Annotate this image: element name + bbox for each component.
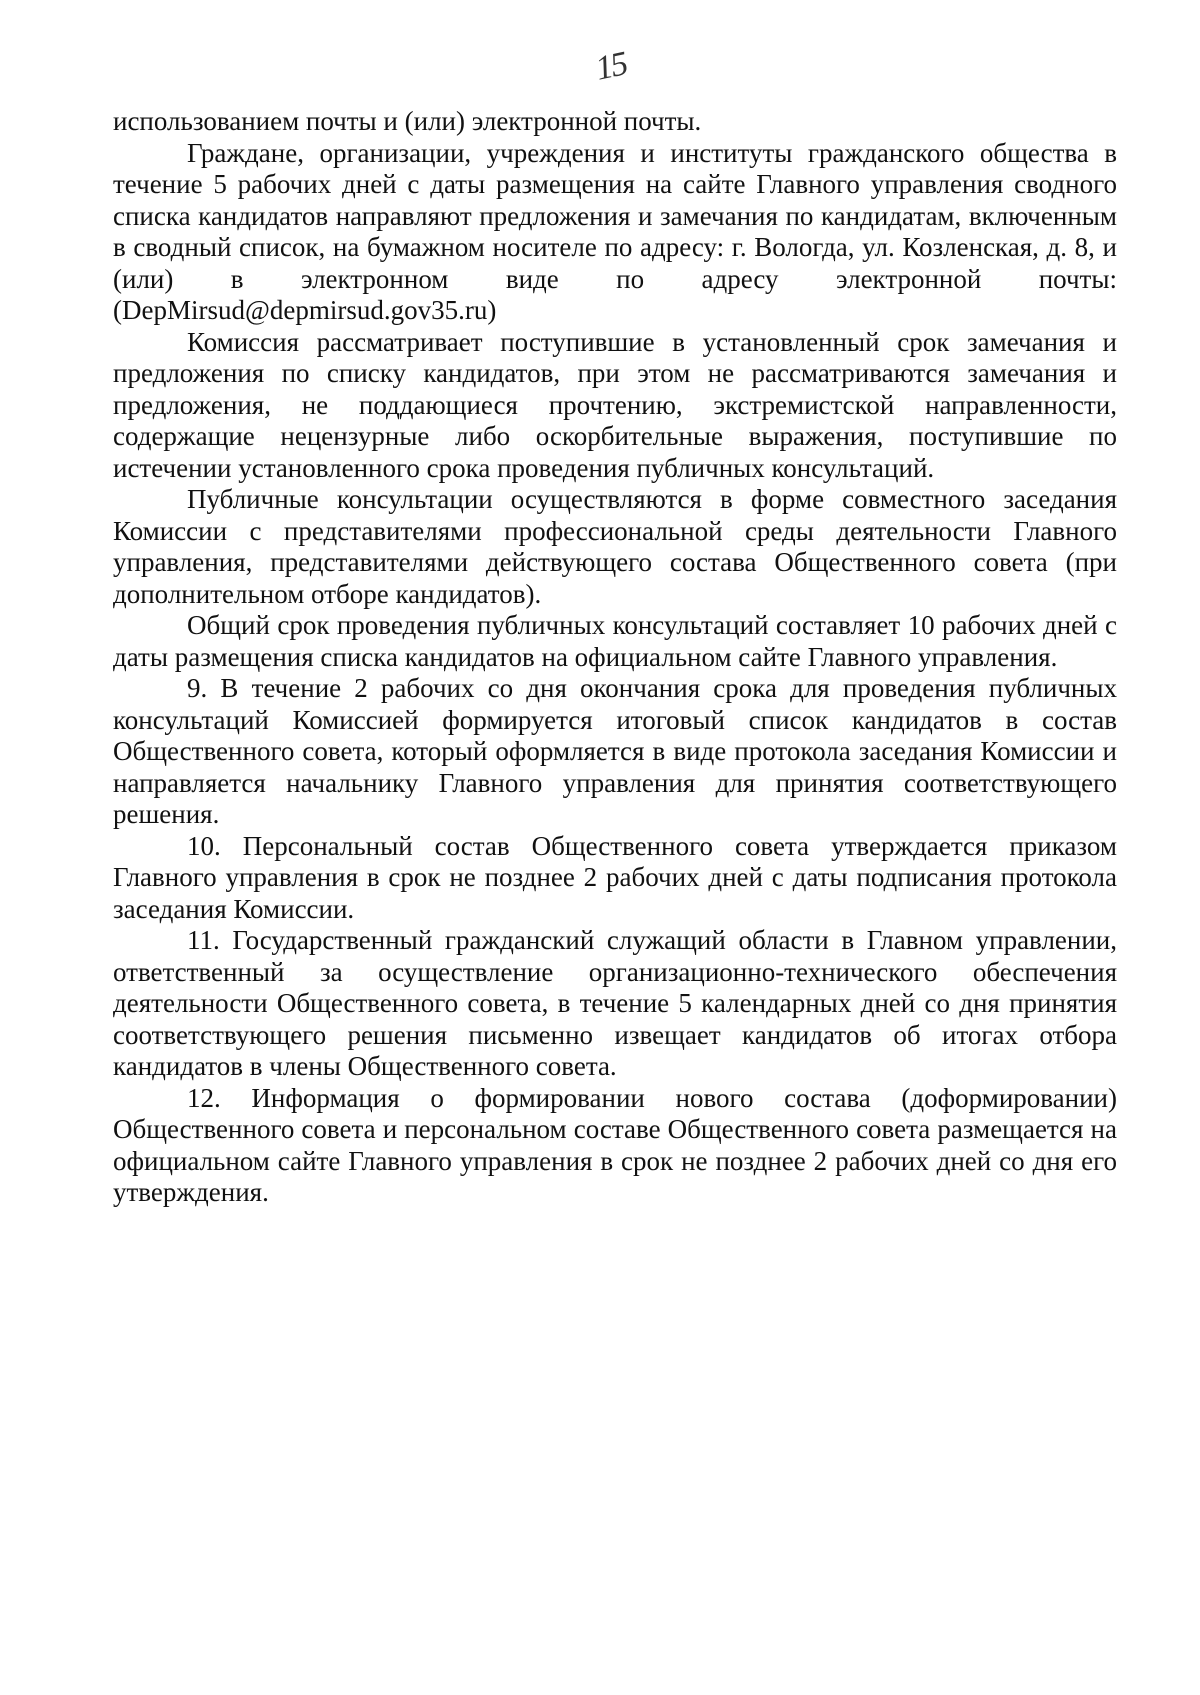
paragraph-item-10: 10. Персональный состав Общественного совета утверждается приказом Главного управления в срок не позднее 2 рабочих дней с даты подписания протокола заседания Комиссии. [113,830,1117,924]
document-body [113,106,1117,1209]
paragraph-public-consultations-form: Публичные консультации осуществляются в форме совместного заседания Комиссии с представителями профессиональной среды деятельности Главного управления, представителями действующего состава Общественного совета (при дополнительном отборе кандидатов). [113,484,1117,609]
paragraph-commission-review: Комиссия рассматривает поступившие в установленный срок замечания и предложения по списку кандидатов, при этом не рассматриваются замечания и предложения, не поддающиеся прочтению, экстремистской направленности, содержащие нецензурные либо оскорбительные выражения, поступившие по истечении установленного срока проведения публичных консультаций. [113,326,1117,483]
paragraph-item-11: 11. Государственный гражданский служащий области в Главном управлении, ответственный за осуществление организационно-технического обеспечения деятельности Общественного совета, в течение 5 календарных дней со дня принятия соответствующего решения письменно извещает кандидатов об итогах отбора кандидатов в члены Общественного совета. [113,925,1117,1081]
paragraph-item-12: 12. Информация о формировании нового состава (доформировании) Общественного совета и персональном составе Общественного совета размещается на официальном сайте Главного управления в срок не позднее 2 рабочих дней со дня его утверждения. [113,1082,1117,1207]
paragraph-proposals-submission: Граждане, организации, учреждения и институты гражданского общества в течение 5 рабочих дней с даты размещения на сайте Главного управления сводного списка кандидатов направляют предложения и замечания по кандидатам, включенным в сводный список, на бумажном носителе по адресу: г. Вологда, ул. Козленская, д. 8, и (или) в электронном виде по адресу электронной почты: (DepMirsud@depmirsud.gov35.ru) [113,137,1117,325]
paragraph-consultations-term: Общий срок проведения публичных консультаций составляет 10 рабочих дней с даты размещения списка кандидатов на официальном сайте Главного управления. [113,610,1117,672]
page-number: 15 [592,45,630,88]
paragraph-item-9: 9. В течение 2 рабочих со дня окончания срока для проведения публичных консультаций Комиссией формируется итоговый список кандидатов в состав Общественного совета, который оформляется в виде протокола заседания Комиссии и направляется начальнику Главного управления для принятия соответствующего решения. [113,673,1117,829]
paragraph-continuation: использованием почты и (или) электронной почты. [113,106,702,136]
